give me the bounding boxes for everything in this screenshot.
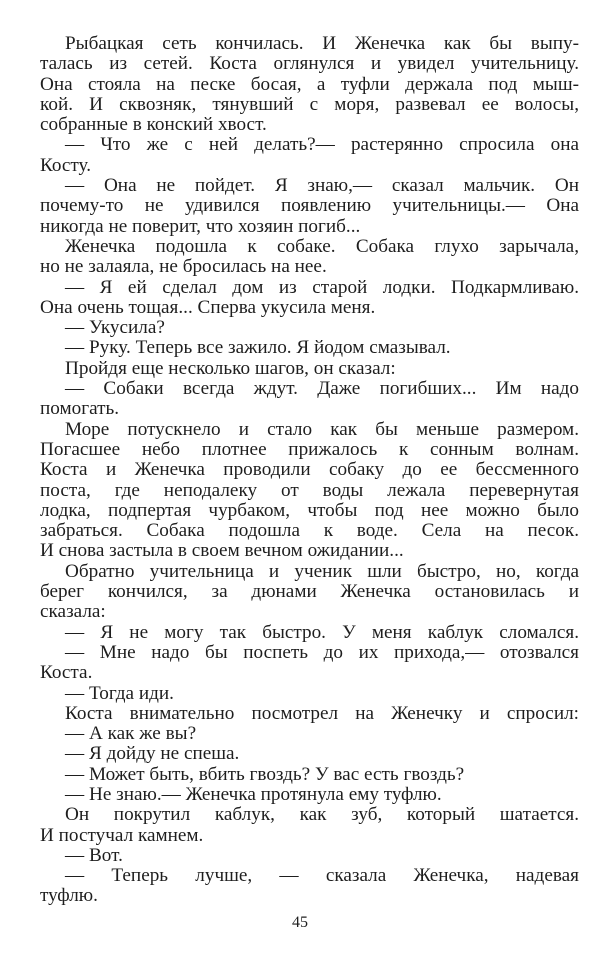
text-line: — Собаки всегда ждут. Даже погибших... Им надо <box>65 378 579 400</box>
text-line: собранные в конский хвост. <box>40 114 267 136</box>
text-line: Обратно учительница и ученик шли быстро, но, когда <box>65 560 579 582</box>
text-line: Коста. <box>40 662 93 684</box>
text-line: Она стояла на песке босая, а туфли держала под мыш- <box>40 73 579 95</box>
text-line: — Что же с ней делать?— растерянно спросила она <box>65 134 579 156</box>
text-line: — Я ей сделал дом из старой лодки. Подкармливаю. <box>65 276 579 298</box>
text-line: Рыбацкая сеть кончилась. И Женечка как бы выпу- <box>65 33 579 54</box>
text-line: талась из сетей. Коста оглянулся и увидел учительницу. <box>40 53 579 75</box>
text-line: Он покрутил каблук, как зуб, который шатается. <box>65 804 579 826</box>
text-line: помогать. <box>40 398 120 420</box>
text-line: кой. И сквозняк, тянувший с моря, развевал ее волосы, <box>40 93 579 115</box>
text-line: почему-то не удивился появлению учительницы.— Она <box>40 195 579 217</box>
text-line: — Она не пойдет. Я знаю,— сказал мальчик. Он <box>65 175 579 197</box>
text-line: — Укусила? <box>65 317 165 339</box>
text-line: поста, где неподалеку от воды лежала перевернутая <box>40 479 579 501</box>
text-line: — Я дойду не спеша. <box>65 743 240 765</box>
text-line: Коста внимательно посмотрел на Женечку и спросил: <box>65 702 579 724</box>
text-line: И постучал камнем. <box>40 824 204 846</box>
text-line: — А как же вы? <box>65 723 197 745</box>
text-line: — Теперь лучше, — сказала Женечка, надевая <box>65 865 579 887</box>
page-number: 45 <box>292 914 308 931</box>
text-line: Она очень тощая... Сперва укусила меня. <box>40 296 376 318</box>
text-line: — Тогда иди. <box>65 682 174 704</box>
book-page-text <box>40 34 579 907</box>
text-line: — Я не могу так быстро. У меня каблук сломался. <box>65 621 579 643</box>
text-line: — Вот. <box>65 844 123 866</box>
text-line: — Может быть, вбить гвоздь? У вас есть гвоздь? <box>65 763 465 785</box>
text-line: — Руку. Теперь все зажило. Я йодом смазывал. <box>65 337 451 359</box>
text-line: — Мне надо бы поспеть до их прихода,— отозвался <box>65 641 579 663</box>
text-line: забраться. Собака подошла к воде. Села на песок. <box>40 520 579 542</box>
text-line: — Не знаю.— Женечка протянула ему туфлю. <box>65 783 442 805</box>
text-line: берег кончился, за дюнами Женечка остановилась и <box>40 581 579 603</box>
text-line: Косту. <box>40 154 92 176</box>
text-line: Погасшее небо плотнее прижалось к сонным волнам. <box>40 438 579 460</box>
text-line: туфлю. <box>40 885 98 907</box>
text-line: Море потускнело и стало как бы меньше размером. <box>65 418 579 440</box>
text-line: но не залаяла, не бросилась на нее. <box>40 256 327 278</box>
text-line: никогда не поверит, что хозяин погиб... <box>40 215 361 237</box>
text-line: Коста и Женечка проводили собаку до ее бессменного <box>40 459 579 481</box>
text-line: Женечка подошла к собаке. Собака глухо зарычала, <box>65 235 579 257</box>
text-line: Пройдя еще несколько шагов, он сказал: <box>65 357 396 379</box>
text-line: И снова застыла в своем вечном ожидании... <box>40 540 404 562</box>
text-line: сказала: <box>40 601 106 623</box>
text-line: лодка, подпертая чурбаком, чтобы под нее можно было <box>40 499 579 521</box>
